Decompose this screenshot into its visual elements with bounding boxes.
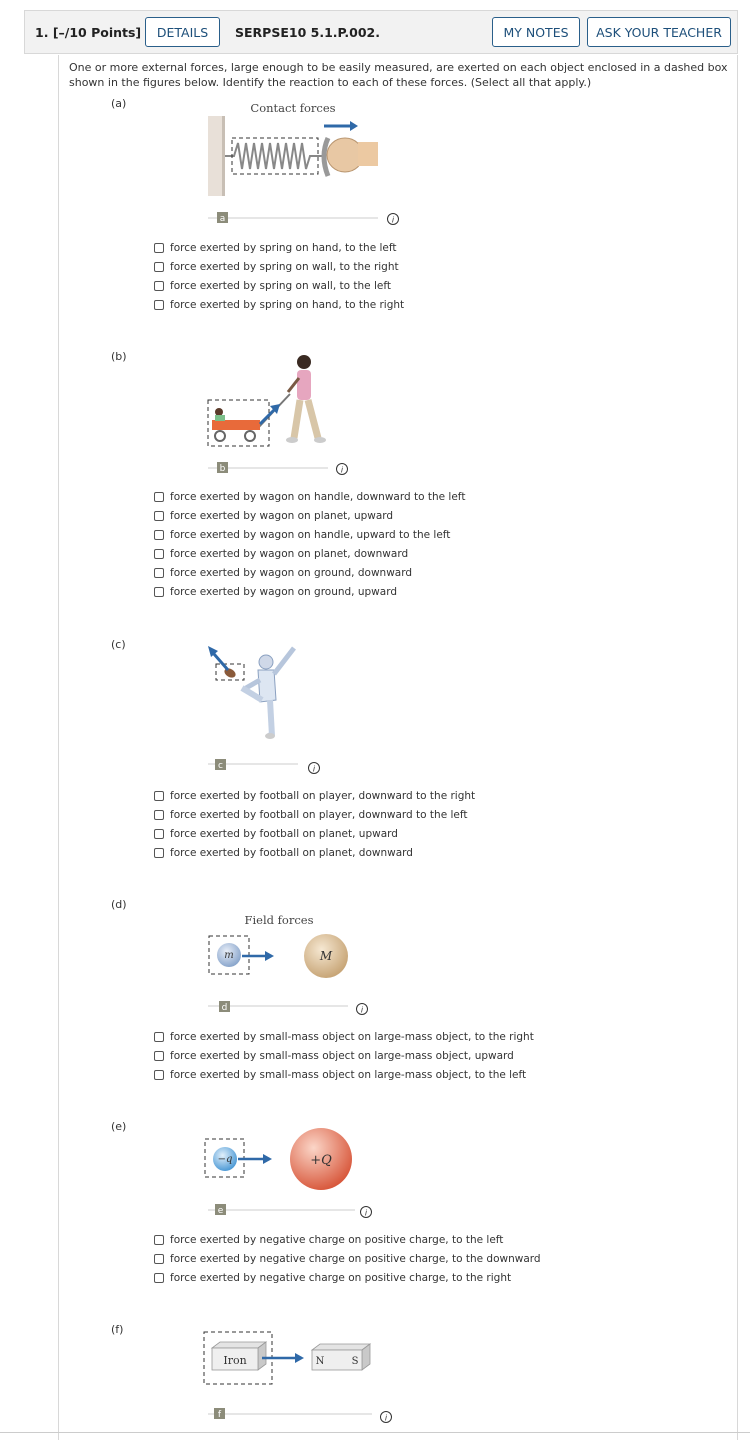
figure-b-wagon — [200, 350, 360, 480]
ask-your-teacher-button[interactable]: ASK YOUR TEACHER — [587, 17, 731, 47]
details-button[interactable]: DETAILS — [145, 17, 220, 47]
checkbox[interactable] — [154, 511, 164, 521]
spring — [225, 143, 326, 169]
svg-text:Iron: Iron — [223, 1354, 247, 1367]
svg-text:m: m — [224, 950, 234, 961]
part-label-d: (d) — [111, 898, 127, 911]
question-id: SERPSE10 5.1.P.002. — [235, 25, 380, 40]
figure-c-football — [200, 640, 330, 778]
checkbox[interactable] — [154, 829, 164, 839]
svg-text:M: M — [319, 949, 333, 963]
svg-text:e: e — [217, 1206, 224, 1216]
option-c-4[interactable]: force exerted by football on planet, downward — [154, 845, 413, 860]
svg-text:i: i — [340, 465, 344, 475]
svg-text:b: b — [219, 464, 226, 474]
option-a-2[interactable]: force exerted by spring on wall, to the right — [154, 259, 399, 274]
figure-f-magnet — [200, 1328, 400, 1428]
wagon — [212, 420, 260, 430]
part-label-e: (e) — [111, 1120, 127, 1133]
svg-text:+Q: +Q — [310, 1153, 332, 1168]
my-notes-button[interactable]: MY NOTES — [492, 17, 580, 47]
svg-text:c: c — [218, 761, 223, 771]
option-d-2[interactable]: force exerted by small-mass object on large-mass object, upward — [154, 1048, 514, 1063]
svg-text:i: i — [391, 215, 395, 225]
option-a-3[interactable]: force exerted by spring on wall, to the left — [154, 278, 391, 293]
question-number: 1. [–/10 Points] — [35, 25, 142, 40]
option-b-4[interactable]: force exerted by wagon on planet, downward — [154, 546, 408, 561]
svg-text:i: i — [364, 1208, 368, 1218]
svg-text:a: a — [219, 214, 226, 224]
checkbox[interactable] — [154, 1235, 164, 1245]
checkbox[interactable] — [154, 1273, 164, 1283]
option-d-1[interactable]: force exerted by small-mass object on large-mass object, to the right — [154, 1029, 534, 1044]
question-intro: One or more external forces, large enough to be easily measured, are exerted on each object enclosed in a dashed box shown in the figures below. Identify the reaction to each of these forces. (Select all that apply.) — [69, 61, 728, 89]
checkbox[interactable] — [154, 791, 164, 801]
checkbox[interactable] — [154, 549, 164, 559]
option-e-2[interactable]: force exerted by negative charge on positive charge, to the downward — [154, 1251, 541, 1266]
checkbox[interactable] — [154, 568, 164, 578]
svg-text:d: d — [221, 1003, 228, 1013]
option-e-3[interactable]: force exerted by negative charge on positive charge, to the right — [154, 1270, 511, 1285]
checkbox[interactable] — [154, 530, 164, 540]
part-label-c: (c) — [111, 638, 126, 651]
svg-text:i: i — [360, 1005, 364, 1015]
svg-text:i: i — [312, 764, 316, 774]
wall — [208, 116, 224, 196]
checkbox[interactable] — [154, 1254, 164, 1264]
checkbox[interactable] — [154, 1032, 164, 1042]
option-c-1[interactable]: force exerted by football on player, downward to the right — [154, 788, 475, 803]
part-label-b: (b) — [111, 350, 127, 363]
checkbox[interactable] — [154, 848, 164, 858]
player — [259, 655, 273, 669]
hand — [327, 138, 363, 172]
bottom-divider — [0, 1432, 750, 1433]
checkbox[interactable] — [154, 262, 164, 272]
svg-text:S: S — [351, 1356, 359, 1367]
checkbox[interactable] — [154, 492, 164, 502]
svg-text:−q: −q — [217, 1154, 233, 1165]
part-label-a: (a) — [111, 97, 127, 110]
checkbox[interactable] — [154, 281, 164, 291]
option-b-2[interactable]: force exerted by wagon on planet, upward — [154, 508, 393, 523]
question-header — [24, 10, 738, 54]
figure-d-caption: Field forces — [244, 913, 314, 927]
option-e-1[interactable]: force exerted by negative charge on positive charge, to the left — [154, 1232, 503, 1247]
option-a-4[interactable]: force exerted by spring on hand, to the right — [154, 297, 404, 312]
svg-text:i: i — [384, 1413, 388, 1423]
checkbox[interactable] — [154, 1051, 164, 1061]
part-label-f: (f) — [111, 1323, 124, 1336]
svg-text:f: f — [217, 1410, 222, 1420]
option-a-1[interactable]: force exerted by spring on hand, to the left — [154, 240, 397, 255]
figure-a-caption: Contact forces — [250, 101, 336, 115]
figure-d-masses — [200, 910, 380, 1020]
points-label: [–/10 Points] — [52, 25, 142, 40]
checkbox[interactable] — [154, 810, 164, 820]
option-b-1[interactable]: force exerted by wagon on handle, downward to the left — [154, 489, 465, 504]
figure-e-charges — [200, 1124, 385, 1224]
option-c-2[interactable]: force exerted by football on player, downward to the left — [154, 807, 468, 822]
option-c-3[interactable]: force exerted by football on planet, upward — [154, 826, 398, 841]
checkbox[interactable] — [154, 243, 164, 253]
option-b-5[interactable]: force exerted by wagon on ground, downward — [154, 565, 412, 580]
checkbox[interactable] — [154, 1070, 164, 1080]
option-b-6[interactable]: force exerted by wagon on ground, upward — [154, 584, 397, 599]
option-b-3[interactable]: force exerted by wagon on handle, upward to the left — [154, 527, 450, 542]
figure-a-spring — [200, 98, 405, 230]
checkbox[interactable] — [154, 587, 164, 597]
option-d-3[interactable]: force exerted by small-mass object on large-mass object, to the left — [154, 1067, 526, 1082]
svg-text:N: N — [315, 1356, 325, 1367]
checkbox[interactable] — [154, 300, 164, 310]
person — [297, 355, 311, 369]
force-arrow — [260, 410, 274, 424]
